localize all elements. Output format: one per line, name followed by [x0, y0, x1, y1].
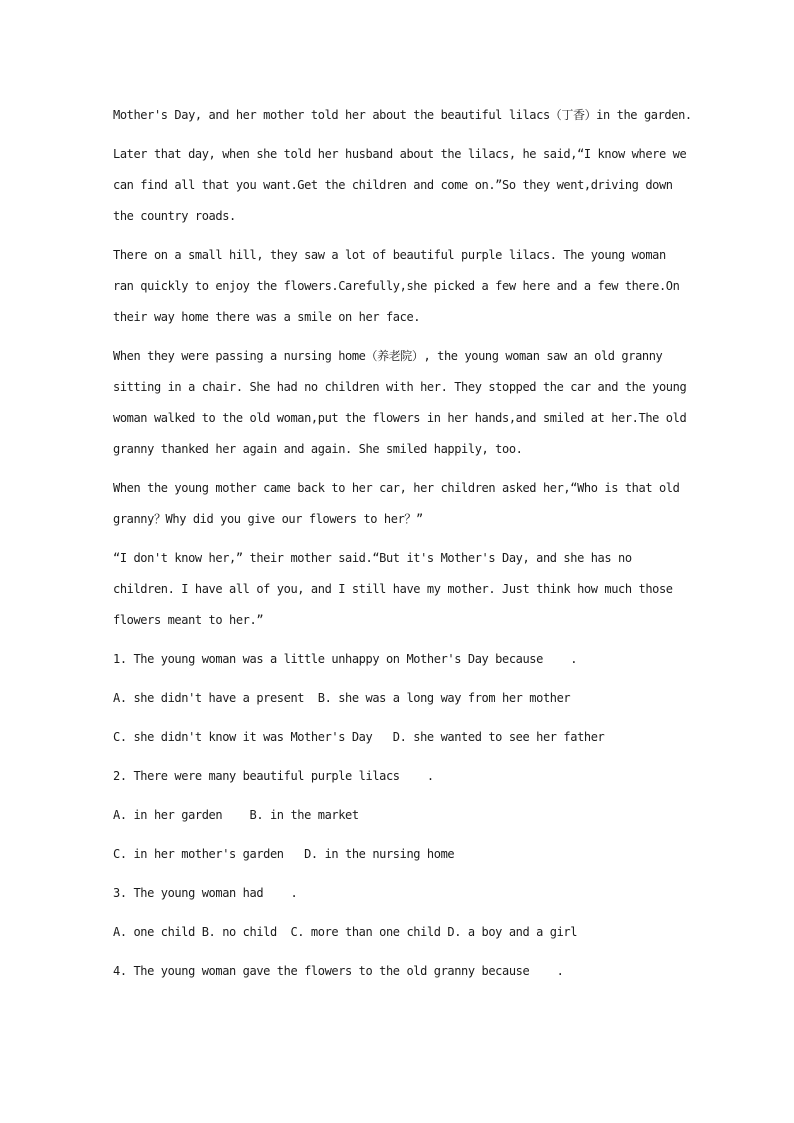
- question-stem: 1. The young woman was a little unhappy on Mother's Day because .: [113, 652, 578, 666]
- question-4: [113, 956, 693, 987]
- passage-paragraph-2: Later that day, when she told her husband about the lilacs, he said,“I know where we can find all that you want.Get the children and come on.”So they went,driving down the country roads.: [113, 147, 687, 223]
- passage-paragraph-4: When they were passing a nursing home（养老院）, the young woman saw an old granny sitting in a chair. She had no children with her. They stopped the car and the young woman walked to the old woman,put the flowers in her hands,and smiled at her.The old granny thanked her again and again. She smiled happily, too.: [113, 349, 687, 456]
- passage-paragraph-6: “I don't know her,” their mother said.“But it's Mother's Day, and she has no children. I have all of you, and I still have my mother. Just think how much those flowers meant to her.”: [113, 551, 673, 627]
- question-options-line: A. one child B. no child C. more than one child D. a boy and a girl: [113, 925, 578, 939]
- question-options-line: A. she didn't have a present B. she was a long way from her mother: [113, 691, 571, 705]
- passage-paragraph-3: There on a small hill, they saw a lot of beautiful purple lilacs. The young woman ran quickly to enjoy the flowers.Carefully,she picked a few here and a few there.On their way home there was a smile on her face.: [113, 248, 680, 324]
- question-stem: 4. The young woman gave the flowers to the old granny because .: [113, 964, 564, 978]
- passage-paragraph-1: Mother's Day, and her mother told her about the beautiful lilacs（丁香）in the garden.: [113, 108, 692, 122]
- question-options-line: A. in her garden B. in the market: [113, 808, 359, 822]
- question-3: [113, 878, 693, 948]
- question-1: [113, 644, 693, 753]
- question-2: [113, 761, 693, 870]
- question-options-line: C. in her mother's garden D. in the nursing home: [113, 847, 455, 861]
- question-stem: 2. There were many beautiful purple lilacs .: [113, 769, 434, 783]
- question-stem: 3. The young woman had .: [113, 886, 298, 900]
- document-page: [113, 100, 693, 995]
- passage-paragraph-5: When the young mother came back to her car, her children asked her,“Who is that old granny？Why did you give our flowers to her？”: [113, 481, 680, 526]
- question-options-line: C. she didn't know it was Mother's Day D. she wanted to see her father: [113, 730, 605, 744]
